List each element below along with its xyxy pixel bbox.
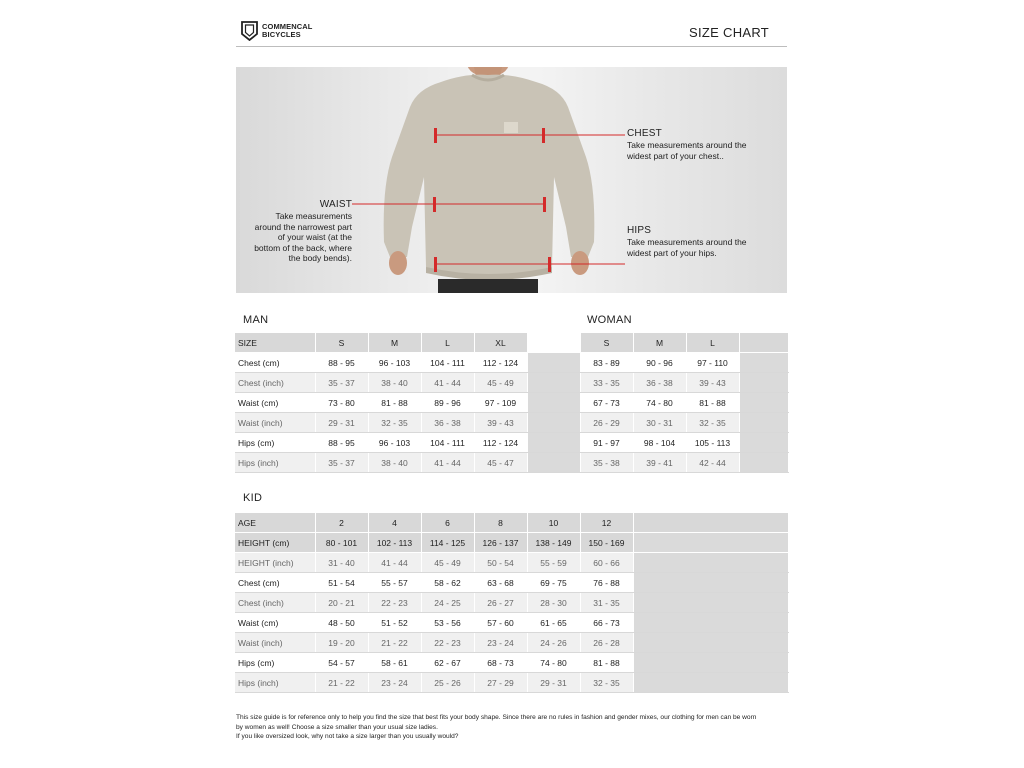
table-cell: 114 - 125 [421, 533, 474, 553]
table-row [235, 353, 788, 373]
table-cell: 22 - 23 [368, 593, 421, 613]
brand-name [262, 23, 312, 39]
table-cell: 58 - 61 [368, 653, 421, 673]
row-label: Chest (inch) [235, 373, 315, 393]
hips-marker-left [434, 257, 437, 272]
table-cell: 29 - 31 [315, 413, 368, 433]
table-cell: 41 - 44 [368, 553, 421, 573]
blank-cell [527, 453, 580, 473]
table-cell: 38 - 40 [368, 453, 421, 473]
table-cell: 26 - 29 [580, 413, 633, 433]
header-cell: 10 [527, 513, 580, 533]
chest-marker-right [542, 128, 545, 143]
table-cell: 42 - 44 [686, 453, 739, 473]
blank-cell [527, 373, 580, 393]
table-cell: 67 - 73 [580, 393, 633, 413]
table-cell: 88 - 95 [315, 433, 368, 453]
table-cell: 23 - 24 [474, 633, 527, 653]
table-cell: 112 - 124 [474, 433, 527, 453]
table-cell: 45 - 47 [474, 453, 527, 473]
row-label: Hips (inch) [235, 453, 315, 473]
blank-cell [739, 393, 788, 413]
blank-cell [633, 573, 788, 593]
blank-cell [527, 353, 580, 373]
table-cell: 138 - 149 [527, 533, 580, 553]
table-row [235, 373, 788, 393]
table-cell: 55 - 57 [368, 573, 421, 593]
row-label: HEIGHT (inch) [235, 553, 315, 573]
table-cell: 45 - 49 [474, 373, 527, 393]
table-cell: 80 - 101 [315, 533, 368, 553]
table-cell: 35 - 38 [580, 453, 633, 473]
table-cell: 39 - 43 [686, 373, 739, 393]
header-cell: L [686, 333, 739, 353]
chest-marker-left [434, 128, 437, 143]
brand-line2: BICYCLES [262, 30, 301, 39]
hips-text-2: widest part of your hips. [627, 247, 717, 258]
table-header-row [235, 513, 788, 533]
table-row [235, 393, 788, 413]
table-cell: 60 - 66 [580, 553, 633, 573]
table-header-row [235, 333, 788, 353]
header-cell: S [580, 333, 633, 353]
hips-text-1: Take measurements around the [627, 237, 747, 247]
row-label: Hips (cm) [235, 653, 315, 673]
brand-line1: COMMENCAL [262, 22, 313, 31]
table-cell: 26 - 27 [474, 593, 527, 613]
row-label: Waist (cm) [235, 613, 315, 633]
table-row [235, 533, 788, 553]
table-cell: 61 - 65 [527, 613, 580, 633]
chest-title: CHEST [627, 128, 662, 139]
table-cell: 58 - 62 [421, 573, 474, 593]
page-title: SIZE CHART [689, 25, 770, 40]
table-cell: 66 - 73 [580, 613, 633, 633]
blank-cell [633, 653, 788, 673]
table-cell: 126 - 137 [474, 533, 527, 553]
table-cell: 81 - 88 [580, 653, 633, 673]
table-row [235, 413, 788, 433]
table-cell: 19 - 20 [315, 633, 368, 653]
header-cell: 12 [580, 513, 633, 533]
table-cell: 53 - 56 [421, 613, 474, 633]
size-guide-note [236, 713, 791, 742]
table-row [235, 633, 788, 653]
chest-callout [627, 127, 747, 161]
table-cell: 23 - 24 [368, 673, 421, 693]
table-row [235, 573, 788, 593]
table-cell: 57 - 60 [474, 613, 527, 633]
hips-callout [627, 224, 747, 258]
table-cell: 102 - 113 [368, 533, 421, 553]
table-cell: 74 - 80 [527, 653, 580, 673]
table-cell: 22 - 23 [421, 633, 474, 653]
waist-callout [236, 198, 352, 264]
table-cell: 97 - 110 [686, 353, 739, 373]
hips-marker-right [548, 257, 551, 272]
table-cell: 26 - 28 [580, 633, 633, 653]
table-cell: 104 - 111 [421, 353, 474, 373]
table-cell: 39 - 43 [474, 413, 527, 433]
table-cell: 51 - 52 [368, 613, 421, 633]
blank-cell [739, 453, 788, 473]
table-cell: 32 - 35 [580, 673, 633, 693]
row-label: Waist (cm) [235, 393, 315, 413]
table-cell: 35 - 37 [315, 453, 368, 473]
table-cell: 20 - 21 [315, 593, 368, 613]
table-cell: 150 - 169 [580, 533, 633, 553]
table-row [235, 613, 788, 633]
row-label: Hips (inch) [235, 673, 315, 693]
table-cell: 30 - 31 [633, 413, 686, 433]
trousers [438, 279, 538, 293]
table-cell: 54 - 57 [315, 653, 368, 673]
table-cell: 21 - 22 [368, 633, 421, 653]
table-cell: 50 - 54 [474, 553, 527, 573]
row-label: Chest (cm) [235, 573, 315, 593]
blank-cell [739, 413, 788, 433]
blank-cell [739, 433, 788, 453]
waist-text-1: Take measurements [275, 211, 352, 221]
table-cell: 90 - 96 [633, 353, 686, 373]
table-cell: 48 - 50 [315, 613, 368, 633]
woman-section-label: WOMAN [587, 314, 632, 326]
blank-cell [633, 533, 788, 553]
row-label: Waist (inch) [235, 633, 315, 653]
table-row [235, 433, 788, 453]
brand-logo [241, 21, 312, 41]
table-cell: 45 - 49 [421, 553, 474, 573]
row-label: Hips (cm) [235, 433, 315, 453]
table-cell: 68 - 73 [474, 653, 527, 673]
table-cell: 24 - 25 [421, 593, 474, 613]
blank-cell [527, 413, 580, 433]
table-cell: 36 - 38 [421, 413, 474, 433]
table-cell: 89 - 96 [421, 393, 474, 413]
blank-cell [739, 353, 788, 373]
table-cell: 27 - 29 [474, 673, 527, 693]
table-cell: 41 - 44 [421, 373, 474, 393]
waist-text-4: bottom of the back, where [254, 242, 352, 253]
table-row [235, 593, 788, 613]
adult-size-table [235, 332, 789, 473]
waist-marker-right [543, 197, 546, 212]
table-cell: 96 - 103 [368, 353, 421, 373]
blank-cell [633, 633, 788, 653]
chest-text-1: Take measurements around the [627, 140, 747, 150]
table-row [235, 653, 788, 673]
header-cell: L [421, 333, 474, 353]
header-cell: 4 [368, 513, 421, 533]
spacer-cell [527, 333, 580, 353]
table-cell: 29 - 31 [527, 673, 580, 693]
table-cell: 41 - 44 [421, 453, 474, 473]
table-cell: 55 - 59 [527, 553, 580, 573]
measurement-photo [236, 67, 787, 293]
table-cell: 31 - 35 [580, 593, 633, 613]
table-row [235, 553, 788, 573]
table-cell: 88 - 95 [315, 353, 368, 373]
header-cell: S [315, 333, 368, 353]
chest-text-2: widest part of your chest.. [627, 150, 724, 161]
header-cell [739, 333, 788, 353]
table-cell: 31 - 40 [315, 553, 368, 573]
table-cell: 83 - 89 [580, 353, 633, 373]
table-cell: 35 - 37 [315, 373, 368, 393]
table-cell: 33 - 35 [580, 373, 633, 393]
note-line-2: by women as well! Choose a size smaller than your usual size ladies. [236, 723, 438, 731]
table-cell: 97 - 109 [474, 393, 527, 413]
header-cell: 2 [315, 513, 368, 533]
hips-title: HIPS [627, 225, 652, 236]
row-label: Waist (inch) [235, 413, 315, 433]
header-cell: M [368, 333, 421, 353]
blank-cell [739, 373, 788, 393]
table-cell: 74 - 80 [633, 393, 686, 413]
table-cell: 105 - 113 [686, 433, 739, 453]
table-cell: 32 - 35 [368, 413, 421, 433]
table-cell: 76 - 88 [580, 573, 633, 593]
table-cell: 91 - 97 [580, 433, 633, 453]
table-cell: 98 - 104 [633, 433, 686, 453]
table-cell: 104 - 111 [421, 433, 474, 453]
blank-cell [633, 613, 788, 633]
table-cell: 36 - 38 [633, 373, 686, 393]
sweater [384, 75, 595, 279]
blank-cell [633, 593, 788, 613]
header-cell [633, 513, 788, 533]
blank-cell [527, 433, 580, 453]
left-hand [389, 251, 407, 275]
waist-text-5: the body bends). [288, 253, 352, 263]
table-cell: 81 - 88 [686, 393, 739, 413]
row-label: Chest (cm) [235, 353, 315, 373]
table-cell: 51 - 54 [315, 573, 368, 593]
table-cell: 24 - 26 [527, 633, 580, 653]
blank-cell [633, 673, 788, 693]
table-cell: 21 - 22 [315, 673, 368, 693]
table-cell: 62 - 67 [421, 653, 474, 673]
table-cell: 39 - 41 [633, 453, 686, 473]
waist-text-3: of your waist (at the [277, 232, 352, 242]
header-cell: 8 [474, 513, 527, 533]
header-cell: M [633, 333, 686, 353]
note-line-3: If you like oversized look, why not take a size larger than you usually would? [236, 733, 459, 740]
table-row [235, 453, 788, 473]
table-cell: 96 - 103 [368, 433, 421, 453]
right-hand [571, 251, 589, 275]
table-cell: 28 - 30 [527, 593, 580, 613]
row-label: Chest (inch) [235, 593, 315, 613]
waist-text-2: around the narrowest part [254, 221, 352, 232]
table-cell: 73 - 80 [315, 393, 368, 413]
table-cell: 63 - 68 [474, 573, 527, 593]
table-cell: 32 - 35 [686, 413, 739, 433]
table-row [235, 673, 788, 693]
table-cell: 112 - 124 [474, 353, 527, 373]
header-divider [236, 46, 787, 47]
table-cell: 38 - 40 [368, 373, 421, 393]
man-section-label: MAN [243, 314, 269, 326]
kid-section-label: KID [243, 492, 263, 504]
header-cell: AGE [235, 513, 315, 533]
header-cell: SIZE [235, 333, 315, 353]
waist-title: WAIST [319, 199, 352, 210]
note-line-1: This size guide is for reference only to help you find the size that best fits your body shape. Since there are no rules in fashion and gender mixes, our clothing for men can be worn [236, 714, 757, 721]
sweater-logo-patch [504, 122, 518, 133]
row-label: HEIGHT (cm) [235, 533, 315, 553]
header-cell: XL [474, 333, 527, 353]
shield-logo-icon [241, 21, 258, 41]
blank-cell [633, 553, 788, 573]
table-cell: 25 - 26 [421, 673, 474, 693]
header-cell: 6 [421, 513, 474, 533]
table-cell: 69 - 75 [527, 573, 580, 593]
waist-marker-left [433, 197, 436, 212]
blank-cell [527, 393, 580, 413]
kid-size-table [235, 512, 789, 693]
table-cell: 81 - 88 [368, 393, 421, 413]
